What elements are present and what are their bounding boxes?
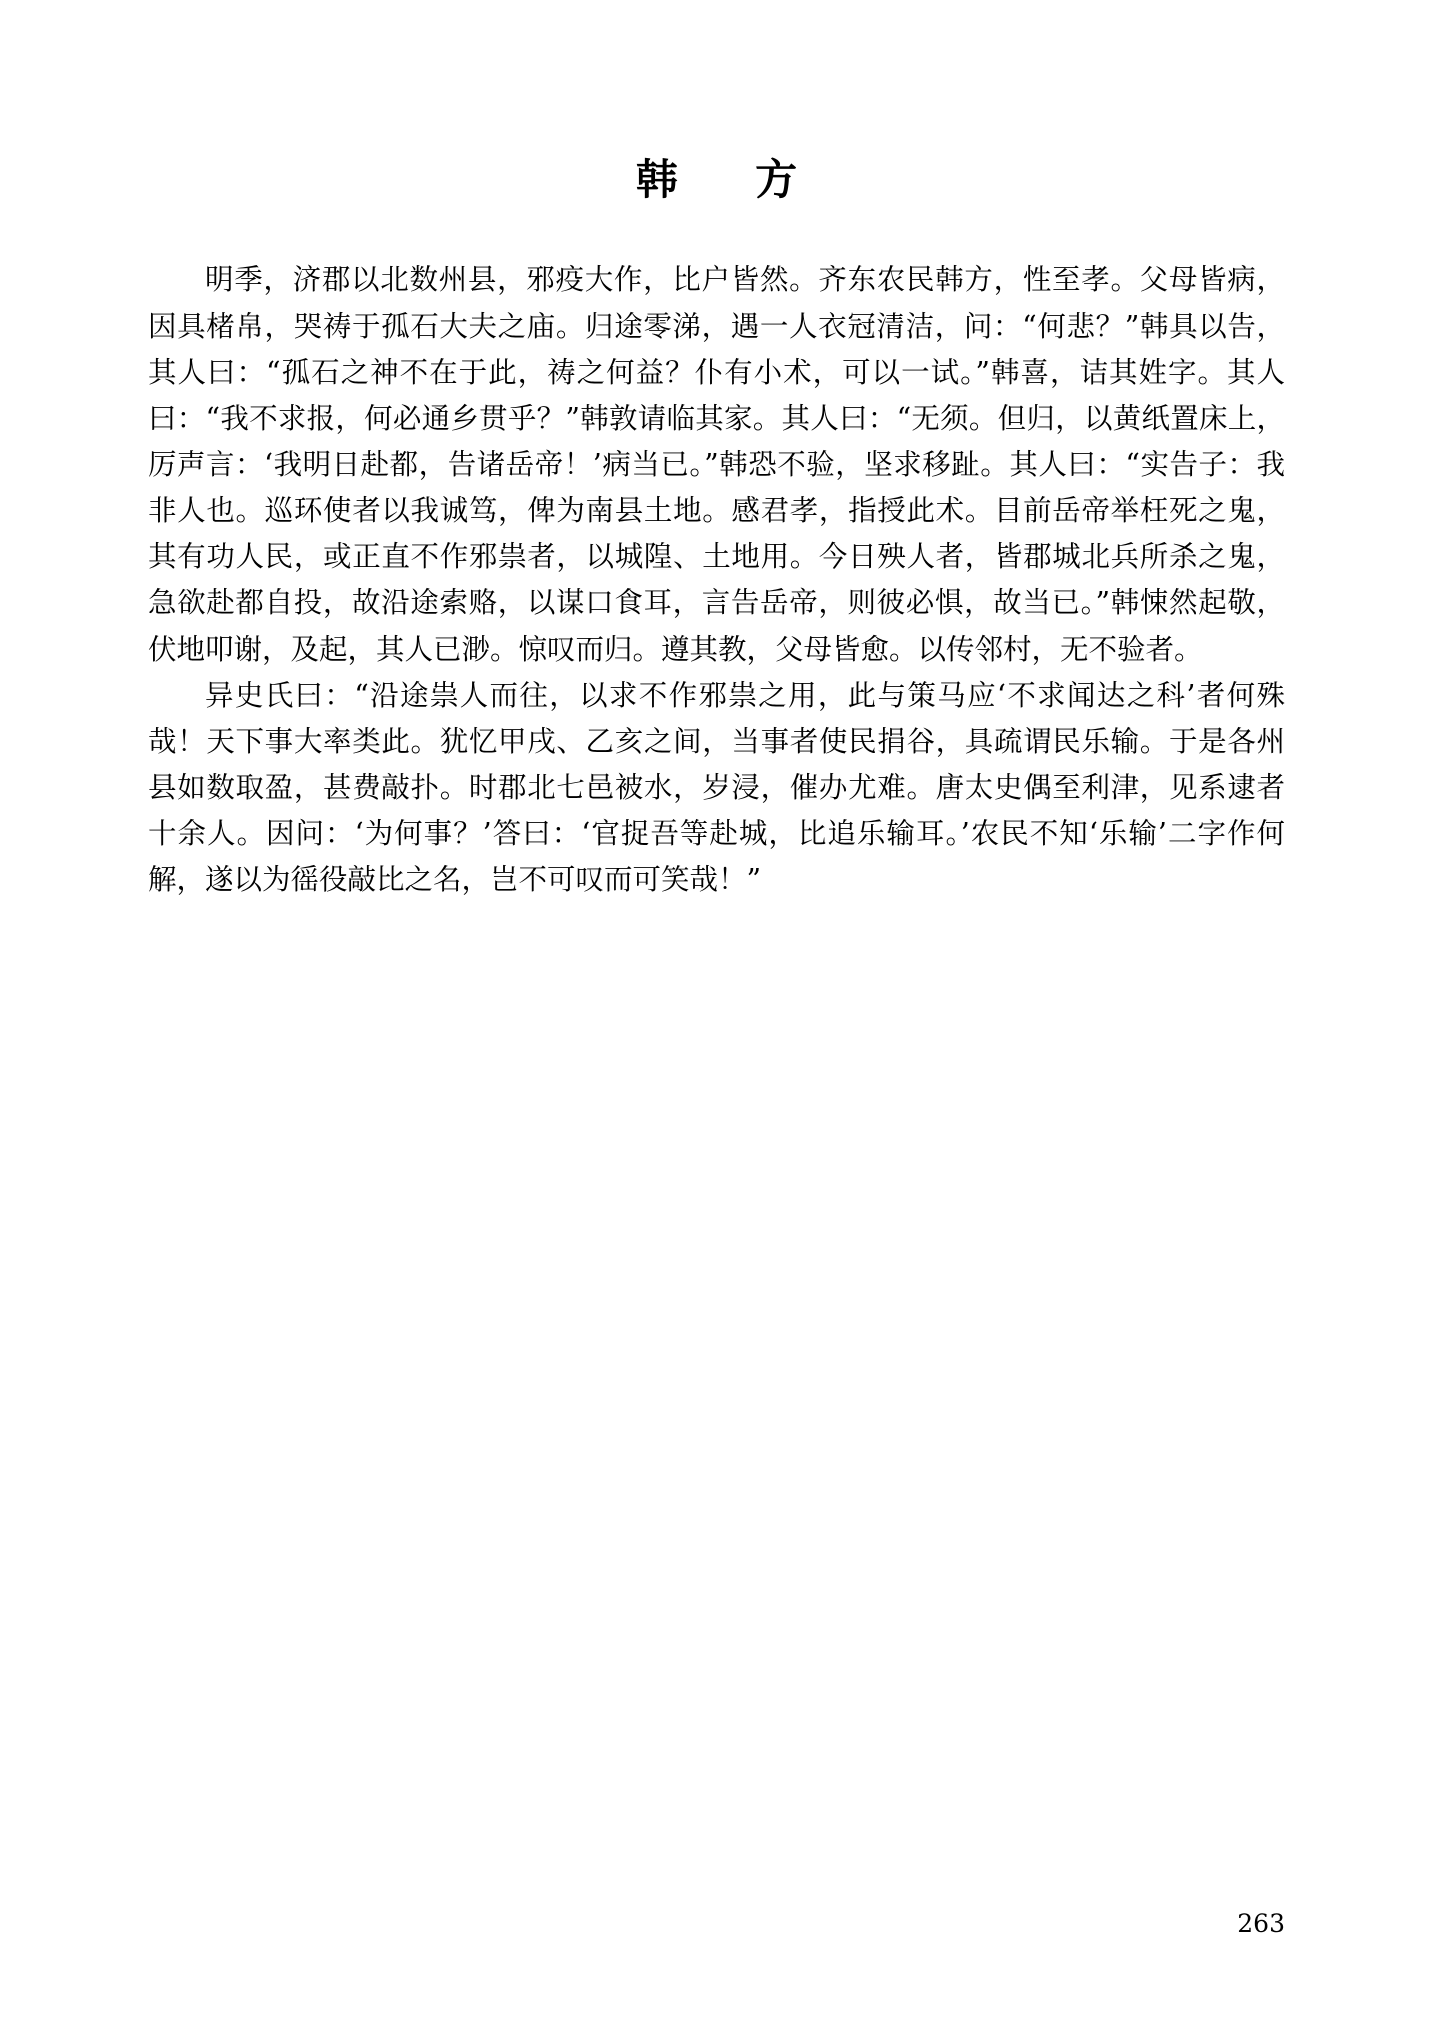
paragraph: 异史氏曰：“沿途祟人而往，以求不作邪祟之用，此与策马应‘不求闻达之科’者何殊哉！天下事大率类此。犹忆甲戌、乙亥之间，当事者使民捐谷，具疏谓民乐输。于是各州县如数取盈，甚费敲扑。时郡北七邑被水，岁浸，催办尤难。唐太史偶至利津，见系逮者十余人。因问：‘为何事？’答曰：‘官捉吾等赴城，比追乐输耳。’农民不知‘乐输’二字作何解，遂以为徭役敲比之名，岂不可叹而可笑哉！”	[148, 678, 1285, 897]
paragraph: 明季，济郡以北数州县，邪疫大作，比户皆然。齐东农民韩方，性至孝。父母皆病，因具楮帛，哭祷于孤石大夫之庙。归途零涕，遇一人衣冠清洁，问：“何悲？”韩具以告，其人曰：“孤石之神不在于此，祷之何益？仆有小术，可以一试。”韩喜，诘其姓字。其人曰：“我不求报，何必通乡贯乎？”韩敦请临其家。其人曰：“无须。但归，以黄纸置床上，厉声言：‘我明日赴都，告诸岳帝！’病当已。”韩恐不验，坚求移趾。其人曰：“实告子：我非人也。巡环使者以我诚笃，俾为南县土地。感君孝，指授此术。目前岳帝举枉死之鬼，其有功人民，或正直不作邪祟者，以城隍、土地用。今日殃人者，皆郡城北兵所杀之鬼，急欲赴都自投，故沿途索赂，以谋口食耳，言告岳帝，则彼必惧，故当已。”韩悚然起敬，伏地叩谢，及起，其人已渺。惊叹而归。遵其教，父母皆愈。以传邻村，无不验者。	[148, 263, 1285, 666]
page-number: 263	[1237, 1909, 1285, 1938]
page-title: 韩 方	[635, 155, 815, 204]
body-text	[148, 205, 1285, 903]
page-content	[148, 0, 1285, 904]
